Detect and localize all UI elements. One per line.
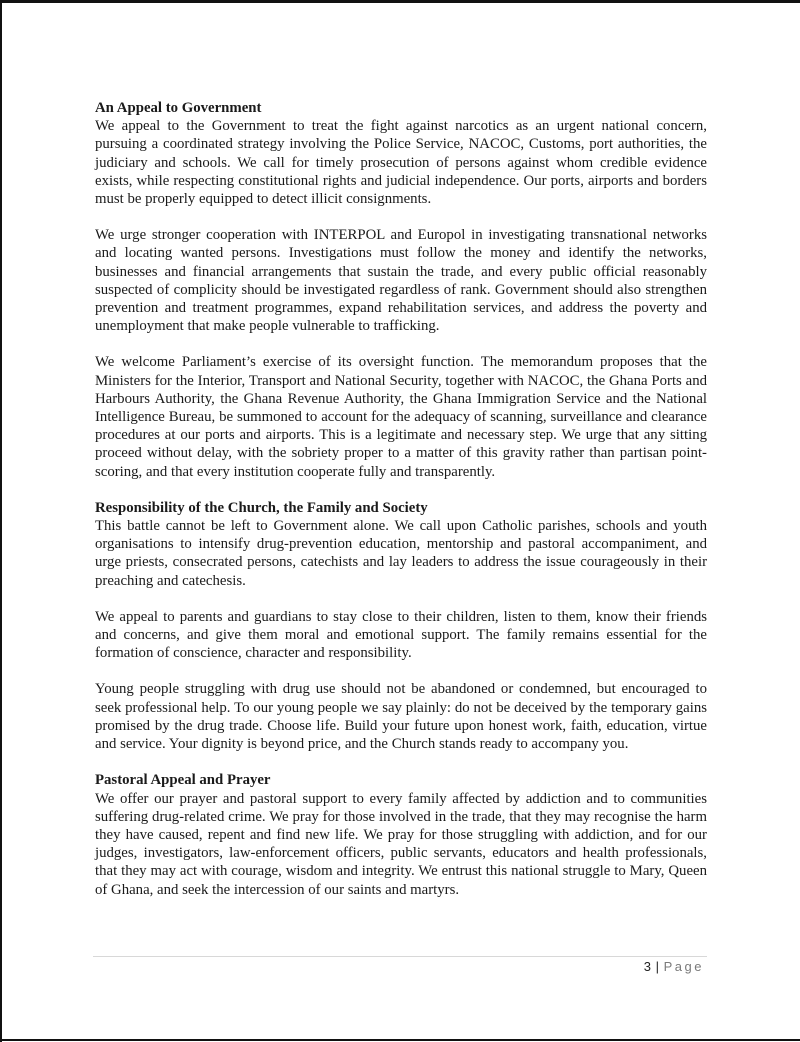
paragraph: We appeal to the Government to treat the fight against narcotics as an urgent national concern, pursuing a coordinated strategy involving the Police Service, NACOC, Customs, port authorities, the judiciary and schools. We call for timely prosecution of persons against whom credible evidence exists, while respecting constitutional rights and judicial independence. Our ports, airports and borders must be properly equipped to detect illicit consignments. (95, 118, 707, 208)
section-heading-responsibility: Responsibility of the Church, the Family and Society (95, 499, 428, 516)
page-border-top (0, 0, 800, 3)
document-body (95, 99, 707, 899)
page-number: 3 (643, 959, 652, 974)
page-border-bottom (0, 1039, 800, 1041)
section-heading-pastoral: Pastoral Appeal and Prayer (95, 772, 271, 789)
footer-separator: | (655, 959, 660, 974)
page-footer (644, 959, 704, 974)
paragraph: We welcome Parliament’s exercise of its oversight function. The memorandum proposes that the Ministers for the Interior, Transport and National Security, together with NACOC, the Ghana Ports and Harbours Authority, the Ghana Revenue Authority, the Ghana Immigration Service and the National Intelligence Bureau, be summoned to account for the adequacy of scanning, surveillance and clearance procedures at our ports and airports. This is a legitimate and necessary step. We urge that any sitting proceed without delay, with the sobriety proper to a matter of this gravity rather than partisan point-scoring, and that every institution cooperate fully and transparently. (95, 354, 707, 480)
paragraph: This battle cannot be left to Government alone. We call upon Catholic parishes, schools and youth organisations to intensify drug-prevention education, mentorship and pastoral accompaniment, and urge priests, consecrated persons, catechists and lay leaders to address the issue courageously in their preaching and catechesis. (95, 518, 707, 589)
page-word: Page (663, 959, 704, 974)
paragraph: We appeal to parents and guardians to stay close to their children, listen to them, know their friends and concerns, and give them moral and emotional support. The family remains essential for the formation of conscience, character and responsibility. (95, 608, 707, 662)
section-heading-government: An Appeal to Government (95, 100, 262, 116)
paragraph: We offer our prayer and pastoral support to every family affected by addiction and to communities suffering drug-related crime. We pray for those involved in the trade, that they may recognise the harm they have caused, repent and find new life. We pray for those struggling with addiction, and for our judges, investigators, law-enforcement officers, public servants, educators and health professionals, that they may act with courage, wisdom and integrity. We entrust this national struggle to Mary, Queen of Ghana, and seek the intercession of our saints and martyrs. (95, 790, 707, 898)
paragraph: We urge stronger cooperation with INTERPOL and Europol in investigating transnational networks and locating wanted persons. Investigations must follow the money and identify the networks, businesses and financial arrangements that sustain the trade, and every public official reasonably suspected of complicity should be investigated regardless of rank. Government should also strengthen prevention and treatment programmes, expand rehabilitation services, and address the poverty and unemployment that make people vulnerable to trafficking. (95, 227, 707, 335)
paragraph: Young people struggling with drug use should not be abandoned or condemned, but encouraged to seek professional help. To our young people we say plainly: do not be deceived by the temporary gains promised by the drug trade. Choose life. Build your future upon honest work, faith, education, virtue and service. Your dignity is beyond price, and the Church stands ready to accompany you. (95, 681, 707, 753)
page-border-left (0, 0, 2, 1042)
footer-divider (93, 956, 707, 957)
